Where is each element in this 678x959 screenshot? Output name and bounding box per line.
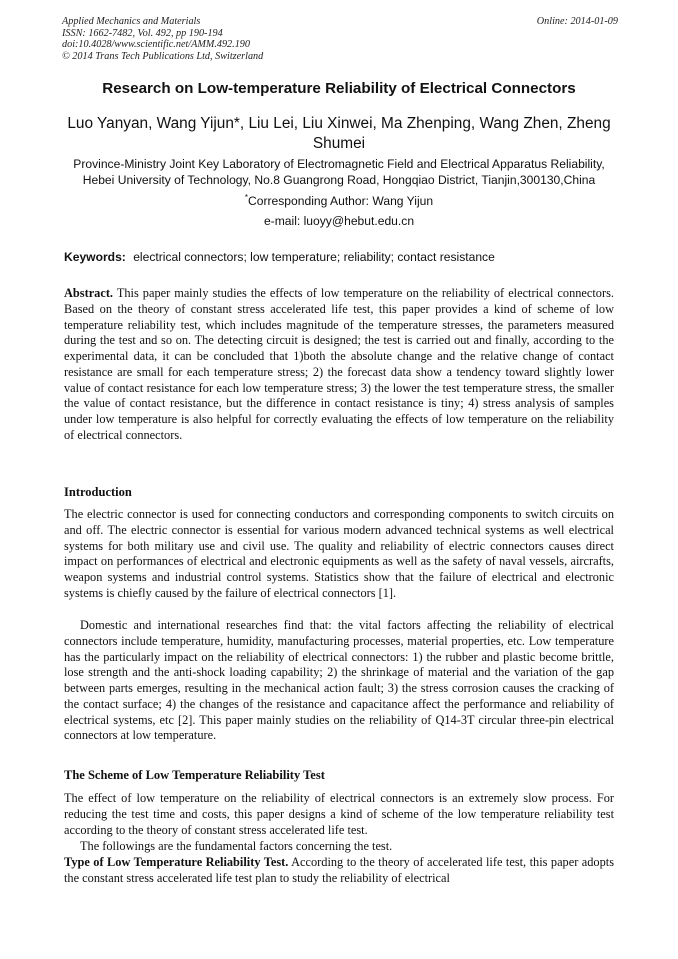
paper-title: Research on Low-temperature Reliability of Electrical Connectors (102, 80, 576, 97)
online-date: Online: 2014-01-09 (536, 16, 618, 27)
abstract-label: Abstract. (64, 286, 114, 300)
email-line[interactable]: e-mail: luoyy@hebut.edu.cn (263, 214, 415, 228)
journal-header (62, 16, 618, 62)
journal-name: Applied Mechanics and Materials (62, 16, 201, 27)
copyright-line: © 2014 Trans Tech Publications Ltd, Switzerland (62, 50, 264, 62)
scheme-paragraph-3 (64, 855, 614, 887)
scheme-paragraph-1: The effect of low temperature on the reliability of electrical connectors is an extremely slow process. For reducing the test time and costs, this paper designs a kind of scheme of the low temperature reliability test according to the theory of constant stress accelerated life test. (64, 791, 614, 837)
affiliation-line-1: Province-Ministry Joint Key Laboratory of Electromagnetic Field and Electrical Apparatus Reliability, (73, 157, 605, 171)
corresponding-mark: * (244, 193, 248, 202)
abstract-text: This paper mainly studies the effects of low temperature on the reliability of electrical connectors. Based on the theory of constant stress accelerated life test, this paper provides a kind of scheme of low temperature reliability test, which includes magnitude of the temperature stresses, the parameters measured during the test and so on. The detecting circuit is designed; the test is carried out and finally, according to the experimental data, it can be concluded that 1)both the absolute change and the relative change of contact resistance are small for each temperature stress; 2) the forecast data show a tendency toward slightly lower value of contact resistance for each low temperature stress; 3) the lower the test temperature stress, the smaller the value of contact resistance, but the difference in contact resistance is tiny; 4) stress analysis of samples under low temperature is also helpful for correctly evaluating the effects of low temperature on the reliability of electrical connectors. (64, 286, 614, 442)
intro-paragraph-2: Domestic and international researches find that: the vital factors affecting the reliability of electrical connectors include temperature, humidity, manufacturing processes, material properties, etc. Low temperature has the particularly impact on the reliability of electrical connectors: 1) the rubber and plastic become brittle, lose strength and the anti-shock loading capability; 2) the shrinkage of material and the variation of the gap between parts emerges, resulting in the mechanical action fault; 3) the stress corrosion causes the cracking of the contact surface; 4) the changes of the resistance and capacitance affect the performance and reliability of electrical systems, etc [2]. This paper mainly studies on the reliability of Q14-3T circular three-pin electrical connectors at low temperature. (64, 618, 614, 743)
test-type-label: Type of Low Temperature Reliability Test. (64, 855, 289, 869)
intro-paragraph-1: The electric connector is used for connecting conductors and corresponding components to switch circuits on and off. The electric connector is essential for various modern advanced technical systems as well electrical systems for both military use and civil use. The quality and reliability of electric connectors causes direct impact on performances of electrical and electronic equipments as well as the safety of naval vessels, aircrafts, weapon systems and industrial control systems. Statistics show that the failure of electrical and electronic systems is chiefly caused by the failure of electrical connectors [1]. (64, 507, 614, 600)
keywords (64, 250, 624, 264)
affiliation (40, 157, 638, 188)
test-type-text: According to the theory of accelerated life test, this paper adopts the constant stress accelerated life test plan to study the reliability of electrical (64, 855, 615, 885)
keywords-label: Keywords: (64, 250, 126, 264)
issn-line: ISSN: 1662-7482, Vol. 492, pp 190-194 (62, 27, 223, 39)
doi-line[interactable]: doi:10.4028/www.scientific.net/AMM.492.190 (62, 39, 250, 51)
keywords-text: electrical connectors; low temperature; reliability; contact resistance (133, 250, 495, 264)
section-heading-introduction: Introduction (64, 485, 132, 499)
author-list: Luo Yanyan, Wang Yijun*, Liu Lei, Liu Xinwei, Ma Zhenping, Wang Zhen, Zheng Shumei (67, 115, 611, 152)
section-heading-scheme: The Scheme of Low Temperature Reliability Test (64, 768, 325, 782)
affiliation-line-2: Hebei University of Technology, No.8 Guangrong Road, Hongqiao District, Tianjin,300130,China (82, 172, 596, 187)
scheme-paragraph-2: The followings are the fundamental factors concerning the test. (80, 839, 393, 853)
corresponding-author (40, 193, 638, 208)
abstract (64, 286, 614, 444)
corresponding-text: Corresponding Author: Wang Yijun (248, 194, 434, 208)
